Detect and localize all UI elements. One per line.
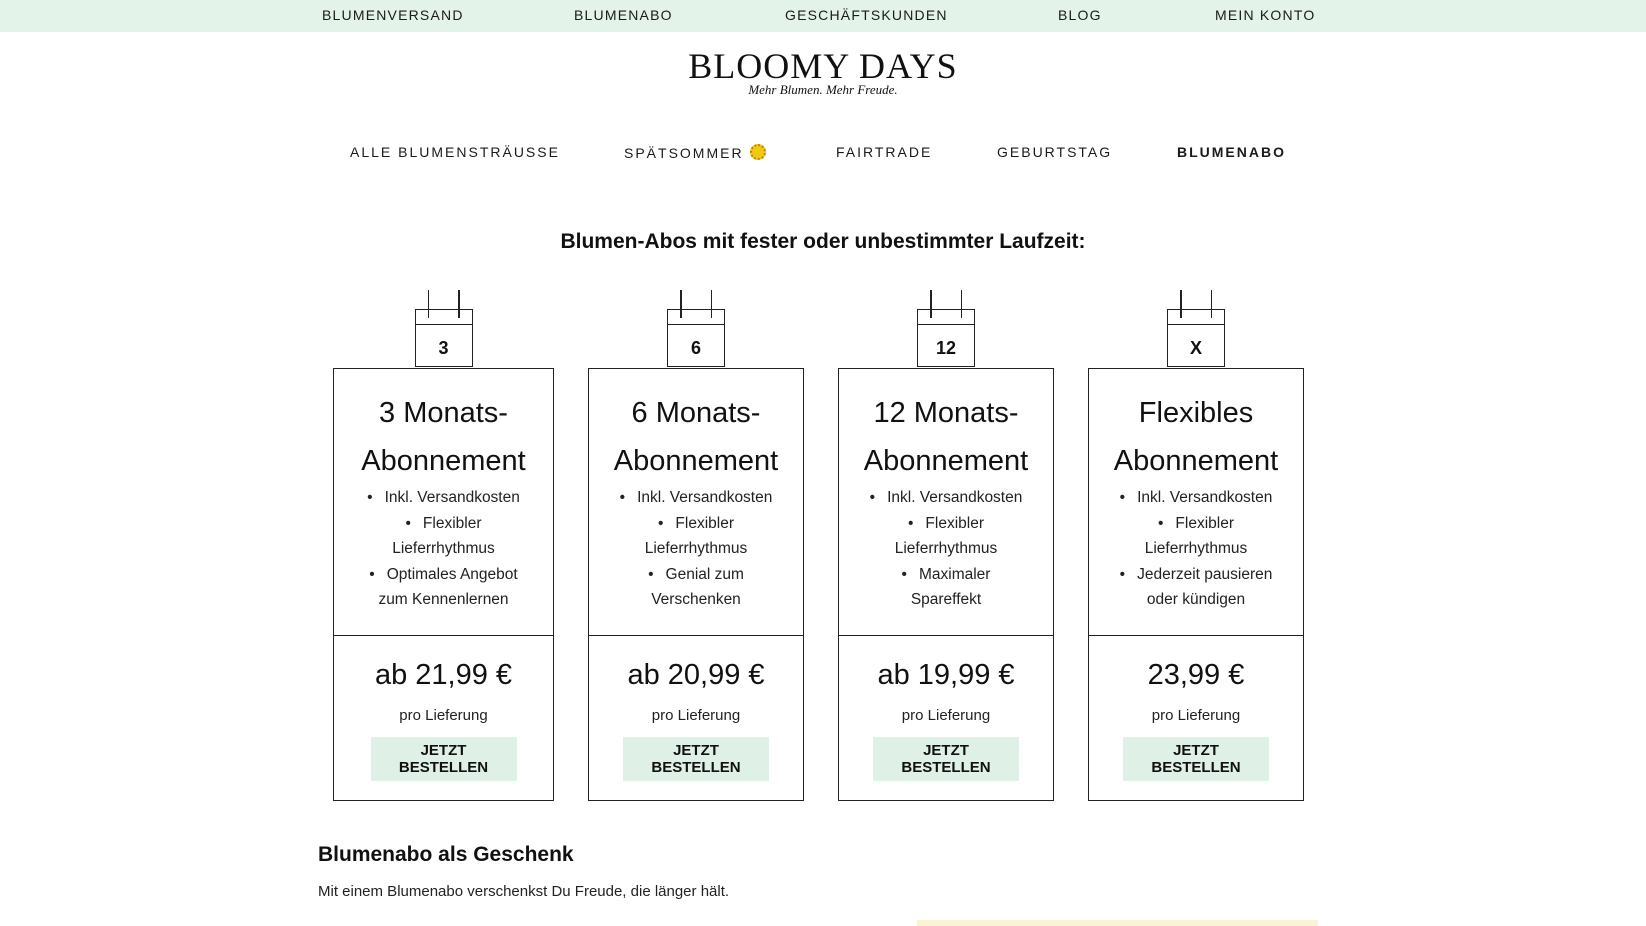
logo-name: BLOOMY DAYS — [688, 46, 958, 86]
sun-icon — [750, 144, 766, 160]
feature-list — [1089, 485, 1303, 613]
plan-price: ab 19,99 € — [877, 659, 1015, 691]
feature-list — [589, 485, 803, 613]
feature-list — [334, 485, 553, 613]
plan-card-flexibel — [1088, 338, 1304, 801]
plan-title-line2: Abonnement — [1113, 445, 1279, 477]
feature-item: • Flexibler Lieferrhythmus — [1117, 511, 1275, 562]
calendar-number: 6 — [690, 338, 701, 358]
price-unit: pro Lieferung — [901, 707, 991, 724]
feature-item: • Inkl. Versandkosten — [1117, 485, 1275, 511]
nav-alle-blumenstraeusse[interactable]: ALLE BLUMENSTRÄUSSE — [350, 144, 560, 160]
feature-item: • Jederzeit pausieren oder kündigen — [1117, 562, 1275, 613]
plan-title-line1: 6 Monats- — [631, 397, 761, 429]
plan-title — [334, 389, 553, 485]
plan-title-line1: 3 Monats- — [379, 397, 508, 429]
calendar-icon — [1167, 309, 1225, 367]
price-unit: pro Lieferung — [1151, 707, 1241, 724]
feature-item: • Flexibler Lieferrhythmus — [867, 511, 1025, 562]
logo-tagline: Mehr Blumen. Mehr Freude. — [748, 82, 898, 97]
plan-title-line2: Abonnement — [361, 445, 526, 477]
plan-card-upper — [839, 338, 1053, 636]
topnav-blumenversand[interactable]: BLUMENVERSAND — [322, 7, 464, 23]
plan-card-upper — [1089, 338, 1303, 636]
nav-fairtrade[interactable]: FAIRTRADE — [836, 144, 933, 160]
topnav-blumenabo[interactable]: BLUMENABO — [574, 7, 673, 23]
topnav-geschaeftskunden[interactable]: GESCHÄFTSKUNDEN — [785, 7, 948, 23]
order-button[interactable]: JETZT BESTELLEN — [1123, 737, 1269, 781]
calendar-icon — [917, 309, 975, 367]
calendar-number: 12 — [935, 338, 957, 358]
price-unit: pro Lieferung — [651, 707, 741, 724]
calendar-icon — [415, 309, 473, 367]
order-button[interactable]: JETZT BESTELLEN — [873, 737, 1019, 781]
nav-spaetsommer[interactable] — [624, 144, 766, 161]
topnav-mein-konto[interactable]: MEIN KONTO — [1215, 7, 1316, 23]
feature-item: • Flexibler Lieferrhythmus — [362, 511, 525, 562]
feature-item: • Optimales Angebot zum Kennenlernen — [362, 562, 525, 613]
nav-spaetsommer-label: SPÄTSOMMER — [624, 145, 744, 161]
price-unit: pro Lieferung — [399, 707, 488, 724]
feature-list — [839, 485, 1053, 613]
plan-title-line2: Abonnement — [613, 445, 779, 477]
plan-card-upper — [334, 338, 553, 636]
plan-title-line1: 12 Monats- — [873, 397, 1019, 429]
topnav-blog[interactable]: BLOG — [1058, 7, 1102, 23]
plan-card-6-monate — [588, 338, 804, 801]
order-button[interactable]: JETZT BESTELLEN — [623, 737, 769, 781]
feature-item: • Genial zum Verschenken — [617, 562, 775, 613]
gift-heading: Blumenabo als Geschenk — [318, 843, 574, 866]
site-logo[interactable] — [0, 46, 1646, 98]
plan-price: 23,99 € — [1147, 659, 1245, 691]
feature-item: • Inkl. Versandkosten — [617, 485, 775, 511]
nav-blumenabo[interactable]: BLUMENABO — [1177, 144, 1286, 160]
calendar-number: 3 — [438, 338, 449, 358]
gift-description: Mit einem Blumenabo verschenkst Du Freude, die länger hält. — [318, 883, 730, 900]
plan-price: ab 20,99 € — [627, 659, 765, 691]
plan-card-12-monate — [838, 338, 1054, 801]
teaser-box — [917, 920, 1318, 926]
plan-title — [589, 389, 803, 485]
nav-geburtstag[interactable]: GEBURTSTAG — [997, 144, 1113, 160]
section-heading: Blumen-Abos mit fester oder unbestimmter Laufzeit: — [560, 230, 1086, 253]
plan-title-line2: Abonnement — [863, 445, 1029, 477]
feature-item: • Maximaler Spareffekt — [867, 562, 1025, 613]
order-button[interactable]: JETZT BESTELLEN — [371, 737, 517, 781]
plan-title — [839, 389, 1053, 485]
calendar-number: X — [1189, 338, 1202, 358]
plan-price: ab 21,99 € — [374, 659, 513, 691]
feature-item: • Inkl. Versandkosten — [362, 485, 525, 511]
feature-item: • Inkl. Versandkosten — [867, 485, 1025, 511]
plan-title — [1089, 389, 1303, 485]
plan-card-3-monate — [333, 338, 554, 801]
calendar-icon — [667, 309, 725, 367]
plan-card-upper — [589, 338, 803, 636]
plan-title-line1: Flexibles — [1138, 397, 1254, 429]
feature-item: • Flexibler Lieferrhythmus — [617, 511, 775, 562]
top-navigation — [0, 0, 1646, 32]
